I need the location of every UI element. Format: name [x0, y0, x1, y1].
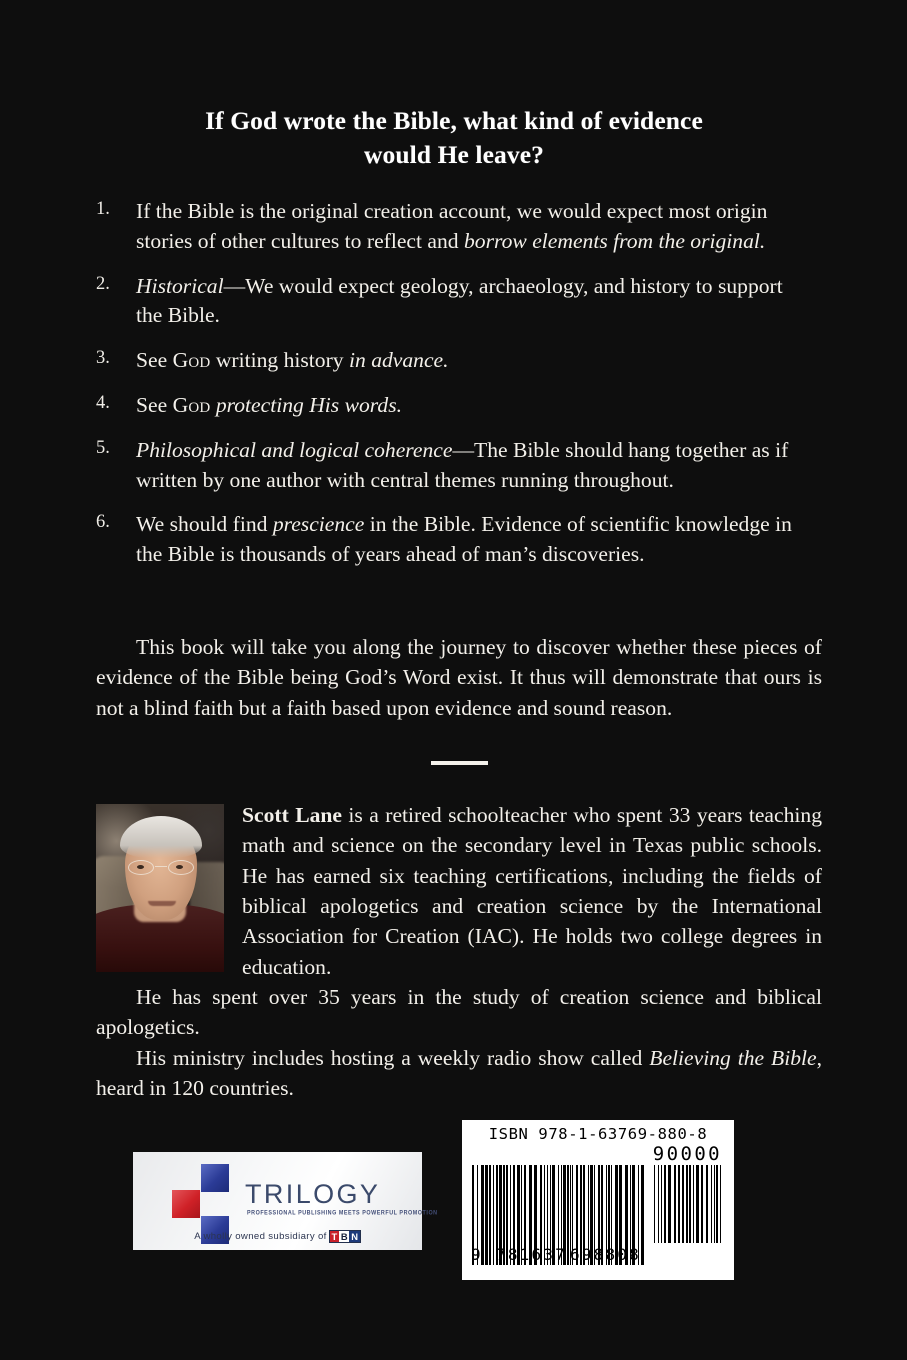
author-bio-paragraph-2: He has spent over 35 years in the study of creation science and biblical apologetics. — [96, 984, 822, 1040]
photo-mouth — [148, 901, 176, 906]
radio-show-title: Believing the Bible — [649, 1045, 817, 1070]
author-photo — [96, 804, 224, 972]
page-title-line-1: If God wrote the Bible, what kind of evidence — [205, 106, 703, 135]
evidence-item — [92, 197, 814, 257]
tbn-letter-t: T — [331, 1231, 338, 1242]
evidence-item — [92, 272, 814, 332]
page-title — [108, 104, 800, 172]
evidence-item-text-run: borrow elements from the original. — [464, 228, 766, 253]
isbn-number: ISBN 978-1-63769-880-8 — [488, 1125, 708, 1143]
evidence-item-text-run: protecting His words. — [215, 392, 402, 417]
evidence-item-text-run: If the Bible is the original creation account, we would expect most origin stories of other cultures to reflect and — [136, 199, 768, 253]
lead-paragraph: This book will take you along the journey to discover whether these pieces of evidence of the Bible being God’s Word exist. It thus will demonstrate that ours is not a blind faith but a faith based upon evidence and sound reason. — [96, 634, 822, 720]
author-bio-part-3-post: , heard in 120 countries. — [96, 1045, 822, 1100]
trilogy-mark-icon — [167, 1160, 241, 1238]
evidence-item-number: 6. — [96, 512, 110, 533]
author-bio-block — [96, 800, 822, 1103]
evidence-item-text — [136, 512, 792, 566]
author-bio-part-3-pre: His ministry includes hosting a weekly radio show called — [136, 1045, 650, 1070]
photo-glasses-bridge — [155, 866, 167, 867]
publisher-logo — [133, 1152, 438, 1250]
evidence-item — [92, 346, 814, 376]
evidence-item-number: 1. — [96, 199, 110, 219]
price-code: 90000 — [652, 1142, 722, 1165]
evidence-item — [92, 391, 814, 421]
barcode-bars-addon — [654, 1165, 724, 1243]
author-bio-part-1: is a retired schoolteacher who spent 33 years teaching math and science on the secondary level in Texas public schools. He has earned six teaching certifications, including the fields of biblical apologetics and creation science by the International Association for Creation (IAC). He holds two college degrees in education. — [242, 803, 822, 979]
photo-eyeglasses — [127, 860, 195, 875]
evidence-item-text-run: in advance. — [349, 348, 449, 373]
evidence-item-text-run: See — [136, 392, 173, 417]
evidence-item-text-run: writing history — [210, 348, 349, 373]
tbn-letter-n: N — [351, 1231, 358, 1242]
evidence-item-text-run: We should find — [136, 512, 273, 537]
evidence-item-text — [136, 393, 402, 417]
tbn-letter-b: B — [340, 1231, 348, 1242]
evidence-item-text-run: —We would expect geology, archaeology, and history to support the Bible. — [136, 273, 783, 328]
barcode-bars-row — [470, 1165, 726, 1265]
publisher-subsidiary-line — [133, 1230, 422, 1243]
publisher-tagline: PROFESSIONAL PUBLISHING MEETS POWERFUL PROMOTION — [247, 1210, 438, 1217]
evidence-item-text-run: Philosophical and logical coherence — [136, 437, 453, 462]
evidence-item-text-run: in the Bible. Evidence of scientific knowledge in the Bible is thousands of years ahead of man’s discoveries. — [136, 512, 792, 567]
evidence-item-text — [136, 274, 783, 328]
isbn-barcode — [462, 1120, 734, 1280]
evidence-item — [92, 436, 814, 496]
evidence-item-number: 5. — [96, 437, 110, 458]
photo-lens-left — [128, 860, 154, 875]
ean-digits — [470, 1244, 726, 1264]
tbn-logo-icon — [329, 1230, 361, 1243]
subsidiary-text: A wholly owned subsidiary of — [194, 1231, 327, 1242]
evidence-item-number: 4. — [96, 392, 110, 413]
evidence-item-text — [136, 348, 449, 372]
evidence-item-number: 3. — [96, 348, 110, 369]
ean-right-group: 698808 — [570, 1244, 641, 1264]
publisher-wordmark: TRILOGY — [245, 1179, 381, 1209]
evidence-item-text-run: God — [172, 392, 211, 417]
ean-left-group: 781637 — [496, 1244, 567, 1264]
trilogy-square-top-icon — [201, 1164, 229, 1192]
ean-lead-digit: 9 — [471, 1244, 481, 1264]
evidence-item — [92, 510, 814, 570]
section-divider — [431, 761, 488, 765]
photo-lens-right — [168, 860, 194, 875]
evidence-item-text-run: prescience — [272, 512, 365, 537]
evidence-item-text-run: God — [172, 348, 211, 373]
trilogy-square-left-icon — [172, 1190, 200, 1218]
author-bio-paragraph-3 — [96, 1043, 822, 1104]
evidence-item-number: 2. — [96, 273, 110, 294]
evidence-item-text — [136, 438, 788, 492]
evidence-item-text-run: See — [136, 348, 173, 373]
evidence-item-text — [136, 199, 767, 253]
page-title-line-2: would He leave? — [364, 140, 544, 170]
author-name: Scott Lane — [242, 803, 342, 827]
evidence-item-text-run: Historical — [136, 273, 224, 298]
evidence-list — [92, 197, 814, 585]
evidence-item-text-run: —The Bible should hang together as if written by one author with central themes running throughout. — [136, 437, 789, 492]
